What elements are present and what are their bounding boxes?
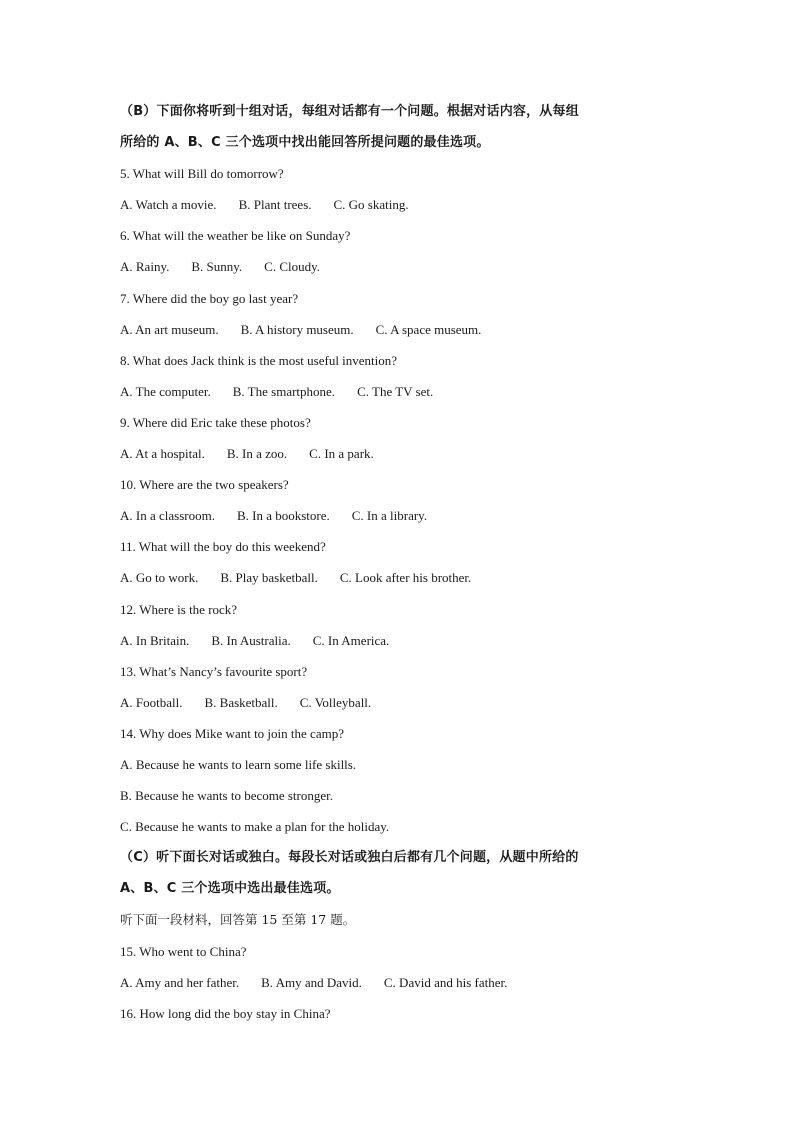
- option-a: A. In Britain.: [120, 632, 190, 648]
- exam-page: [120, 96, 700, 1029]
- section-b-heading-line1: （B）下面你将听到十组对话，每组对话都有一个问题。根据对话内容，从每组: [120, 104, 579, 119]
- option-a: A. Football.: [120, 694, 183, 710]
- option-c: C. David and his father.: [383, 974, 508, 990]
- question-13: 13. What’s Nancy’s favourite sport?: [120, 663, 308, 679]
- question-7-options: [120, 314, 700, 345]
- section-c-note: 听下面一段材料，回答第 15 至第 17 题。: [120, 912, 356, 928]
- question-14: 14. Why does Mike want to join the camp?: [120, 725, 344, 741]
- option-a: A. In a classroom.: [120, 508, 215, 524]
- question-9-options: [120, 438, 700, 469]
- option-c: C. The TV set.: [357, 383, 434, 399]
- option-a: A. The computer.: [120, 383, 211, 399]
- option-b: B. Amy and David.: [261, 974, 362, 990]
- question-15-options: [120, 967, 700, 998]
- option-c: C. Go skating.: [333, 197, 409, 213]
- question-6: 6. What will the weather be like on Sunday?: [120, 228, 351, 244]
- option-c: C. In America.: [312, 632, 390, 648]
- section-b-heading-line2: 所给的 A、B、C 三个选项中找出能回答所提问题的最佳选项。: [120, 135, 490, 151]
- question-12-options: [120, 625, 700, 656]
- section-c-heading: [120, 842, 700, 904]
- option-a: A. At a hospital.: [120, 446, 205, 462]
- option-c: C. Cloudy.: [264, 259, 321, 275]
- question-5: 5. What will Bill do tomorrow?: [120, 166, 284, 182]
- option-b: B. Play basketball.: [220, 570, 318, 586]
- question-12: 12. Where is the rock?: [120, 601, 238, 617]
- question-7: 7. Where did the boy go last year?: [120, 290, 299, 306]
- question-5-options: [120, 189, 700, 220]
- option-b: B. The smartphone.: [232, 383, 336, 399]
- question-6-options: [120, 251, 700, 282]
- option-a: A. Go to work.: [120, 570, 199, 586]
- question-9: 9. Where did Eric take these photos?: [120, 414, 311, 430]
- question-11-options: [120, 562, 700, 593]
- option-c: C. In a park.: [309, 446, 374, 462]
- option-b: B. Sunny.: [191, 259, 243, 275]
- section-c-heading-line1: （C）听下面长对话或独白。每段长对话或独白后都有几个问题，从题中所给的: [120, 850, 579, 866]
- question-10-options: [120, 500, 700, 531]
- question-8-options: [120, 376, 700, 407]
- question-14-option-b: B. Because he wants to become stronger.: [120, 788, 333, 804]
- option-b: B. Plant trees.: [238, 197, 312, 213]
- option-c: C. In a library.: [351, 508, 428, 524]
- option-b: B. A history museum.: [240, 321, 354, 337]
- option-c: C. Volleyball.: [299, 694, 372, 710]
- option-b: B. In a zoo.: [226, 446, 288, 462]
- question-14-option-a: A. Because he wants to learn some life skills.: [120, 756, 357, 772]
- option-a: A. Watch a movie.: [120, 197, 217, 213]
- question-10: 10. Where are the two speakers?: [120, 477, 289, 493]
- section-c-heading-line2: A、B、C 三个选项中选出最佳选项。: [120, 881, 340, 897]
- option-b: B. Basketball.: [204, 694, 278, 710]
- option-b: B. In a bookstore.: [236, 508, 330, 524]
- question-8: 8. What does Jack think is the most useful invention?: [120, 352, 398, 368]
- option-a: A. Rainy.: [120, 259, 170, 275]
- option-a: A. Amy and her father.: [120, 974, 240, 990]
- question-11: 11. What will the boy do this weekend?: [120, 539, 326, 555]
- option-c: C. A space museum.: [375, 321, 482, 337]
- option-b: B. In Australia.: [211, 632, 291, 648]
- option-c: C. Look after his brother.: [339, 570, 472, 586]
- option-a: A. An art museum.: [120, 321, 219, 337]
- question-14-option-c: C. Because he wants to make a plan for the holiday.: [120, 819, 390, 835]
- question-13-options: [120, 687, 700, 718]
- question-16: 16. How long did the boy stay in China?: [120, 1005, 331, 1021]
- question-15: 15. Who went to China?: [120, 943, 247, 959]
- section-b-heading: [120, 96, 700, 158]
